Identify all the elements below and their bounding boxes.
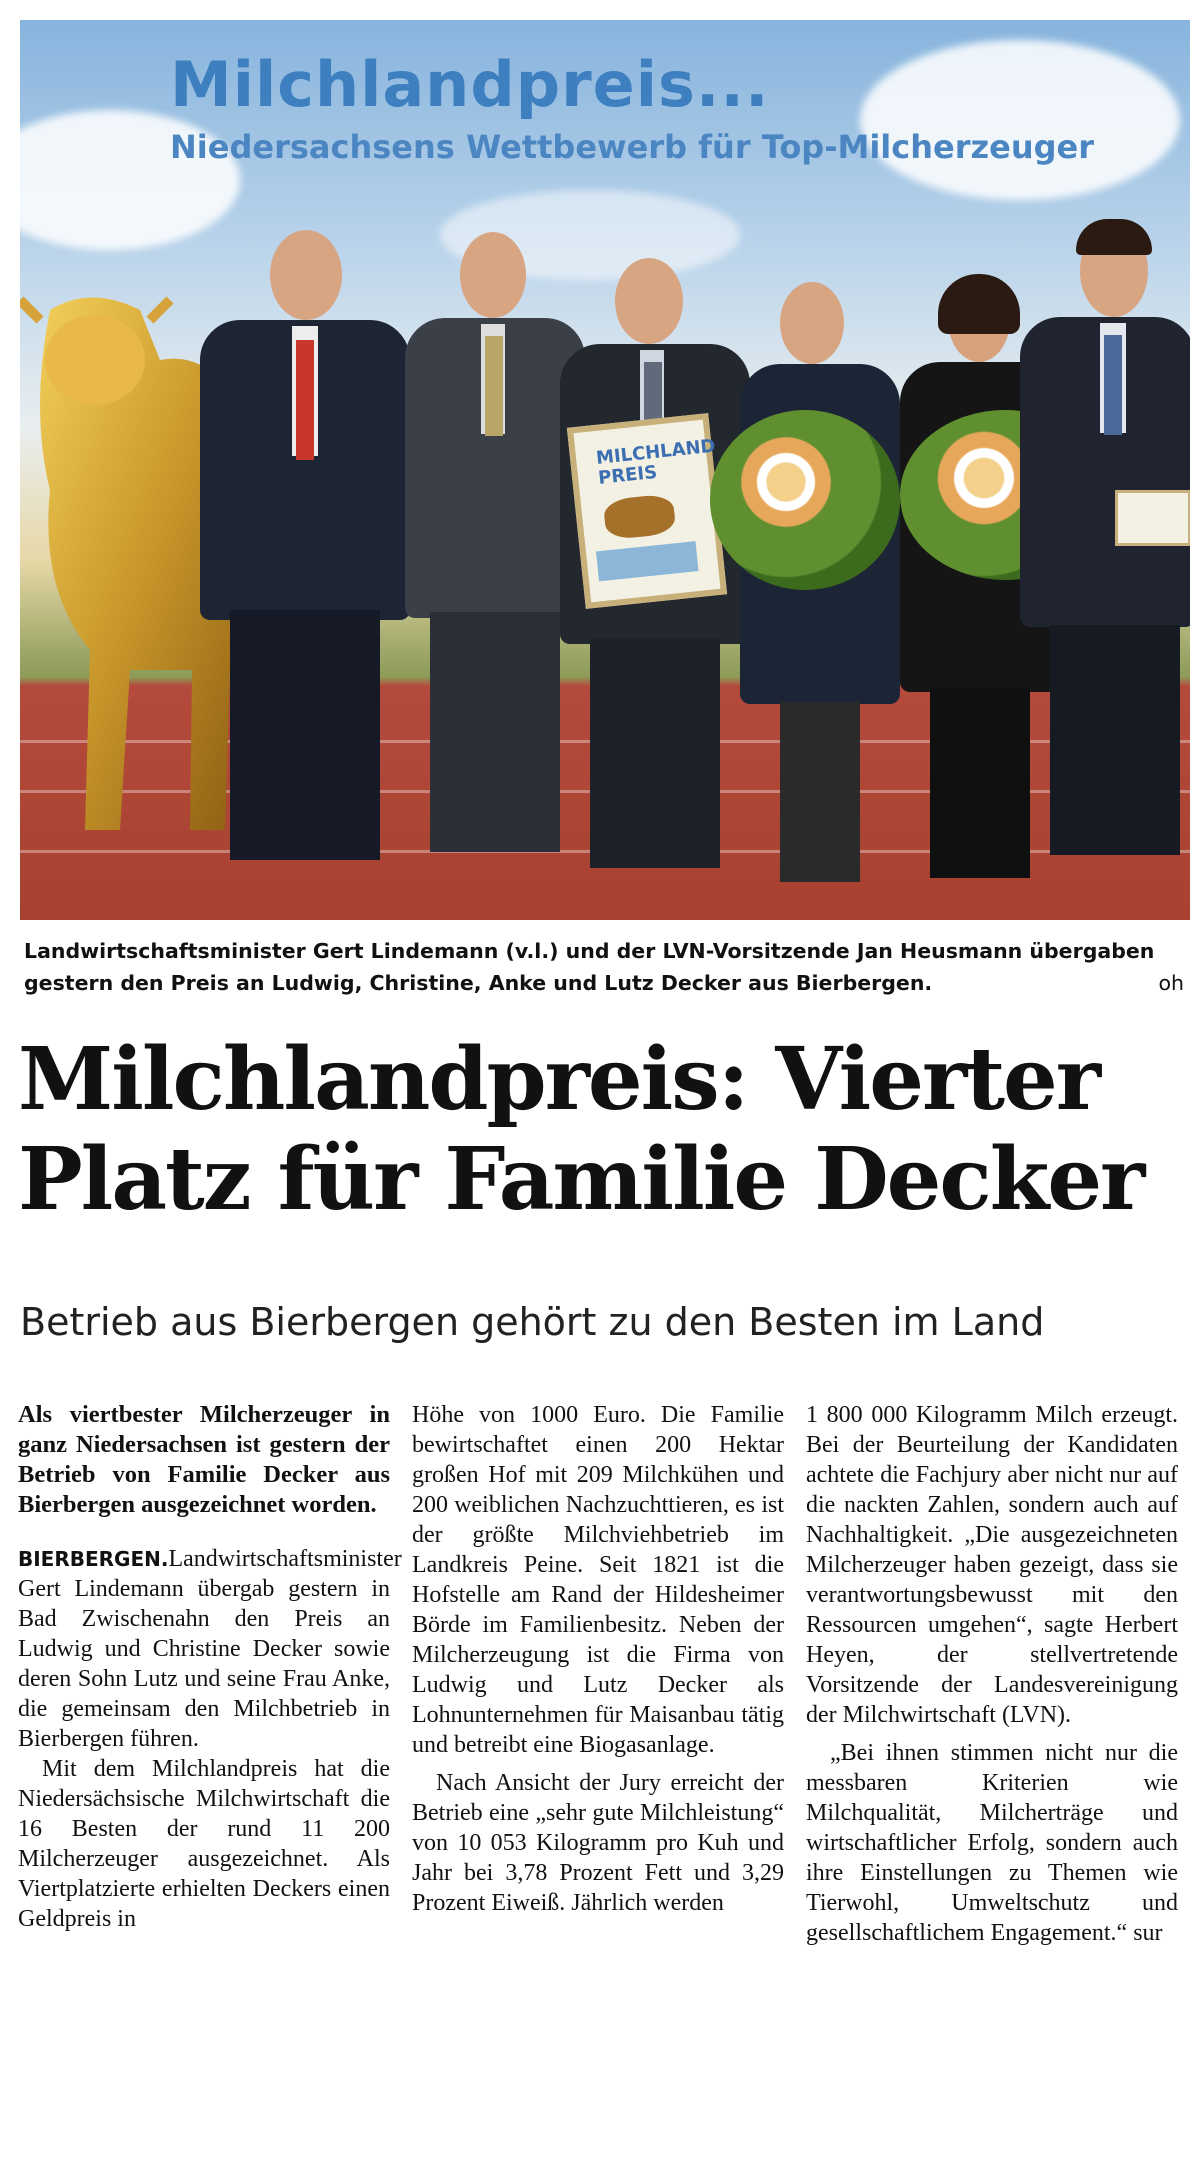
- article-column-2: [412, 1400, 784, 1918]
- photo-credit: oh: [1158, 971, 1184, 995]
- headline-line-1: Milchlandpreis: Vierter: [18, 1029, 1100, 1130]
- cloud: [860, 40, 1180, 200]
- certificate-label: MILCHLAND PREIS: [595, 435, 717, 489]
- article-paragraph: Höhe von 1000 Euro. Die Familie bewirtschaftet einen 200 Hektar großen Hof mit 209 Milchkühen und 200 weiblichen Nachzuchttieren, es ist der größte Milchviehbetrieb im Landkreis Peine. Seit 1821 ist die Hofstelle am Rand der Hildesheimer Börde im Familienbesitz. Neben der Milcherzeugung ist die Firma von Ludwig und Lutz Decker als Lohnunternehmen für Maisanbau tätig und betreibt eine Biogasanlage.: [412, 1402, 784, 1758]
- article-paragraph: 1 800 000 Kilogramm Milch erzeugt. Bei der Beurteilung der Kandidaten achtete die Fachjury aber nicht nur auf die nackten Zahlen, sondern auch auf Nachhaltigkeit. „Die ausgezeichneten Milcherzeuger haben gezeigt, dass sie verantwortungsbewusst mit den Ressourcen umgehen“, sagte Herbert Heyen, der stellvertretende Vorsitzende der Landesvereinigung der Milchwirtschaft (LVN).: [806, 1402, 1178, 1728]
- certificate-small: [1115, 490, 1190, 546]
- flower-bouquet: [710, 410, 900, 590]
- article-paragraph: [18, 1544, 402, 1754]
- article-photo: [20, 20, 1190, 920]
- award-certificate: [567, 413, 727, 609]
- photo-caption: [24, 935, 1184, 999]
- article-paragraph: „Bei ihnen stimmen nicht nur die messbaren Kriterien wie Milchqualität, Milcherträge und wirtschaftlicher Erfolg, sondern auch ihre Einstellungen zu Themen wie Tierwohl, Umweltschutz und gesellschaftlichem Engagement.“ sur: [806, 1740, 1178, 1946]
- article-paragraph: Nach Ansicht der Jury erreicht der Betrieb eine „sehr gute Milchleistung“ von 10 053 Kilogramm pro Kuh und Jahr bei 3,78 Prozent Fett und 3,29 Prozent Eiweiß. Jährlich werden: [412, 1770, 784, 1916]
- headline-line-2: Platz für Familie Decker: [18, 1129, 1144, 1230]
- paragraph-text: Landwirtschaftsminister Gert Lindemann übergab gestern in Bad Zwischenahn den Preis an Ludwig und Christine Decker sowie deren Sohn Lutz und seine Frau Anke, die gemeinsam den Milchbetrieb in Bierbergen führen.: [18, 1546, 402, 1752]
- article-lead: Als viertbester Milcherzeuger in ganz Niedersachsen ist gestern der Betrieb von Familie Decker aus Bierbergen ausgezeichnet worden.: [18, 1401, 390, 1518]
- article-column-1: [18, 1400, 402, 1934]
- article-column-3: [806, 1400, 1178, 1948]
- headline: [18, 1030, 1188, 1230]
- caption-text: Landwirtschaftsminister Gert Lindemann (v.l.) und der LVN-Vorsitzende Jan Heusmann übergaben gestern den Preis an Ludwig, Christine, Anke und Lutz Decker aus Bierbergen.: [24, 939, 1155, 995]
- article-paragraph: Mit dem Milchlandpreis hat die Niedersächsische Milchwirtschaft die 16 Besten der rund 11 200 Milcherzeuger ausgezeichnet. Als Viertplatzierte erhielten Deckers einen Geldpreis in: [18, 1756, 390, 1932]
- subheadline: Betrieb aus Bierbergen gehört zu den Besten im Land: [20, 1300, 1045, 1344]
- banner-title: Milchlandpreis...: [170, 48, 770, 121]
- banner-subtitle: Niedersachsens Wettbewerb für Top-Milcherzeuger: [170, 128, 1094, 166]
- dateline: BIERBERGEN.: [18, 1547, 169, 1571]
